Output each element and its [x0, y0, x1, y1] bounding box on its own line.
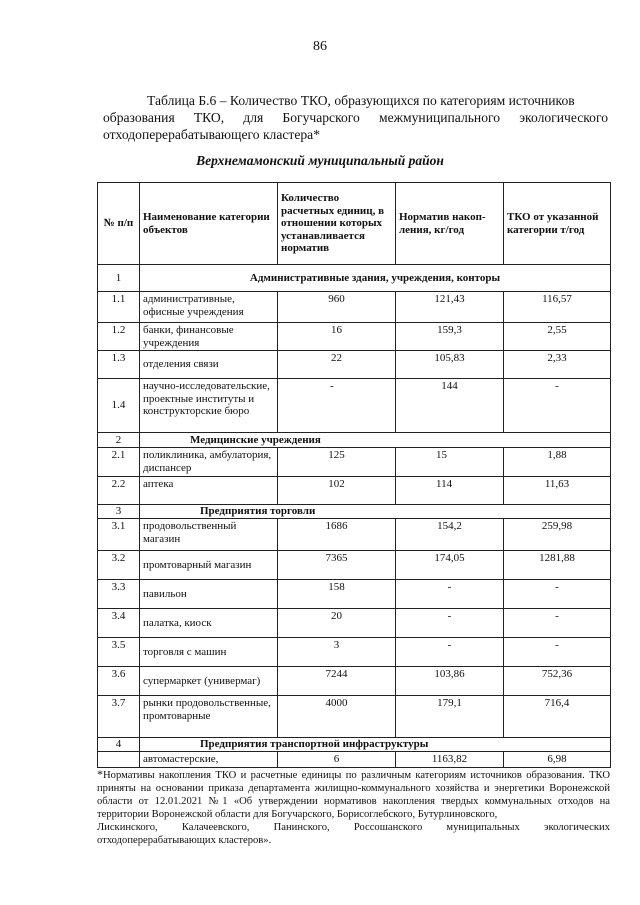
table-row	[98, 696, 611, 738]
row-norm: -	[396, 638, 504, 667]
row-norm: 105,83	[396, 351, 504, 379]
row-num: 1.4	[98, 379, 140, 433]
tko-table	[97, 182, 611, 768]
row-name: автомастерские,	[140, 752, 278, 768]
row-num: 1.1	[98, 292, 140, 323]
row-units: 102	[278, 477, 396, 505]
row-units: 158	[278, 580, 396, 609]
section-num: 3	[98, 505, 140, 519]
row-name: палатка, киоск	[140, 609, 278, 638]
row-name: продовольственный магазин	[140, 519, 278, 551]
row-num: 1.3	[98, 351, 140, 379]
row-num: 2.1	[98, 448, 140, 477]
section-row	[98, 505, 611, 519]
table-row	[98, 609, 611, 638]
row-tko: -	[504, 379, 611, 433]
row-norm: 121,43	[396, 292, 504, 323]
row-units: 960	[278, 292, 396, 323]
table-row	[98, 351, 611, 379]
header-norm: Норматив накоп-ления, кг/год	[396, 183, 504, 265]
table-row	[98, 292, 611, 323]
row-units: 7365	[278, 551, 396, 580]
section-title: Административные здания, учреждения, конторы	[140, 265, 611, 292]
footnote	[97, 768, 610, 847]
table-row	[98, 638, 611, 667]
row-name: банки, финансовые учреждения	[140, 323, 278, 351]
page-number: 86	[313, 39, 327, 54]
row-norm: 103,86	[396, 667, 504, 696]
row-tko: 2,55	[504, 323, 611, 351]
row-num: 2.2	[98, 477, 140, 505]
row-units: 125	[278, 448, 396, 477]
header-name: Наименование категории объектов	[140, 183, 278, 265]
row-norm: 114	[396, 477, 504, 505]
row-num: 1.2	[98, 323, 140, 351]
section-row	[98, 433, 611, 448]
table-row	[98, 551, 611, 580]
row-tko: -	[504, 580, 611, 609]
row-tko: 2,33	[504, 351, 611, 379]
table-row	[98, 667, 611, 696]
row-tko: 116,57	[504, 292, 611, 323]
table-row	[98, 323, 611, 351]
row-units: 20	[278, 609, 396, 638]
row-name: поликлиника, амбулатория, диспансер	[140, 448, 278, 477]
row-tko: 11,63	[504, 477, 611, 505]
row-num: 3.6	[98, 667, 140, 696]
row-units: 3	[278, 638, 396, 667]
row-num: 3.7	[98, 696, 140, 738]
section-title: Предприятия транспортной инфраструктуры	[140, 738, 611, 752]
row-norm: 174,05	[396, 551, 504, 580]
header-tko: ТКО от указанной категории т/год	[504, 183, 611, 265]
row-norm: 1163,82	[396, 752, 504, 768]
row-units: 1686	[278, 519, 396, 551]
row-units: 16	[278, 323, 396, 351]
row-tko: 259,98	[504, 519, 611, 551]
caption-line-3: отходоперерабатывающего кластера*	[103, 127, 321, 142]
row-norm: -	[396, 609, 504, 638]
row-name: супермаркет (универмаг)	[140, 667, 278, 696]
caption-line-1: Таблица Б.6 – Количество ТКО, образующихся по категориям источников	[147, 93, 575, 108]
table-row	[98, 519, 611, 551]
row-num: 3.5	[98, 638, 140, 667]
row-num: 3.2	[98, 551, 140, 580]
row-norm: 15	[396, 448, 504, 477]
row-units: 4000	[278, 696, 396, 738]
district-title: Верхнемамонский муниципальный район	[196, 153, 444, 168]
footnote-star: *	[97, 767, 103, 781]
footnote-line: Лискинского, Калачеевского, Панинского, Россошанского муниципальных экологических	[97, 822, 610, 833]
row-name: отделения связи	[140, 351, 278, 379]
footnote-body: Нормативы накопления ТКО и расчетные единицы по различным категориям источников образования. ТКО приняты на основании приказа департамента жилищно-коммунального хозяйства и энергетики Воронежской области от 12.01.2021 №1 «Об утверждении нормативов накопления твердых коммунальных отходов на территории Воронежской области для Богучарского, Борисоглебского, Бутурлиновского,	[97, 770, 610, 820]
row-tko: -	[504, 609, 611, 638]
section-num: 2	[98, 433, 140, 448]
row-name: торговля с машин	[140, 638, 278, 667]
row-num: 3.1	[98, 519, 140, 551]
table-row	[98, 477, 611, 505]
row-units: -	[278, 379, 396, 433]
row-num: 3.3	[98, 580, 140, 609]
row-name: рынки продовольственные, промтоварные	[140, 696, 278, 738]
caption-line-2: образования ТКО, для Богучарского межмуниципального экологического	[103, 110, 608, 125]
row-tko: 1,88	[504, 448, 611, 477]
row-num	[98, 752, 140, 768]
row-name: павильон	[140, 580, 278, 609]
row-norm: -	[396, 580, 504, 609]
row-tko: 1281,88	[504, 551, 611, 580]
section-num: 1	[98, 265, 140, 292]
row-tko: 716,4	[504, 696, 611, 738]
row-tko: -	[504, 638, 611, 667]
row-name: аптека	[140, 477, 278, 505]
section-row	[98, 265, 611, 292]
table-header-row	[98, 183, 611, 265]
section-title: Медицинские учреждения	[140, 433, 611, 448]
table-row	[98, 448, 611, 477]
section-row	[98, 738, 611, 752]
row-name: промтоварный магазин	[140, 551, 278, 580]
row-norm: 179,1	[396, 696, 504, 738]
section-title: Предприятия торговли	[140, 505, 611, 519]
row-tko: 6,98	[504, 752, 611, 768]
row-norm: 144	[396, 379, 504, 433]
row-name: научно-исследовательские, проектные институты и конструкторские бюро	[140, 379, 278, 433]
header-num: № п/п	[98, 183, 140, 265]
header-units: Количество расчетных единиц, в отношении которых устанавливается норматив	[278, 183, 396, 265]
section-num: 4	[98, 738, 140, 752]
row-units: 22	[278, 351, 396, 379]
row-units: 6	[278, 752, 396, 768]
row-norm: 154,2	[396, 519, 504, 551]
row-norm: 159,3	[396, 323, 504, 351]
row-units: 7244	[278, 667, 396, 696]
table-caption	[103, 92, 608, 143]
footnote-end: отходоперерабатывающих кластеров».	[97, 835, 272, 846]
row-tko: 752,36	[504, 667, 611, 696]
table-row	[98, 752, 611, 768]
table-row	[98, 580, 611, 609]
row-name: административные, офисные учреждения	[140, 292, 278, 323]
row-num: 3.4	[98, 609, 140, 638]
table-row	[98, 379, 611, 433]
